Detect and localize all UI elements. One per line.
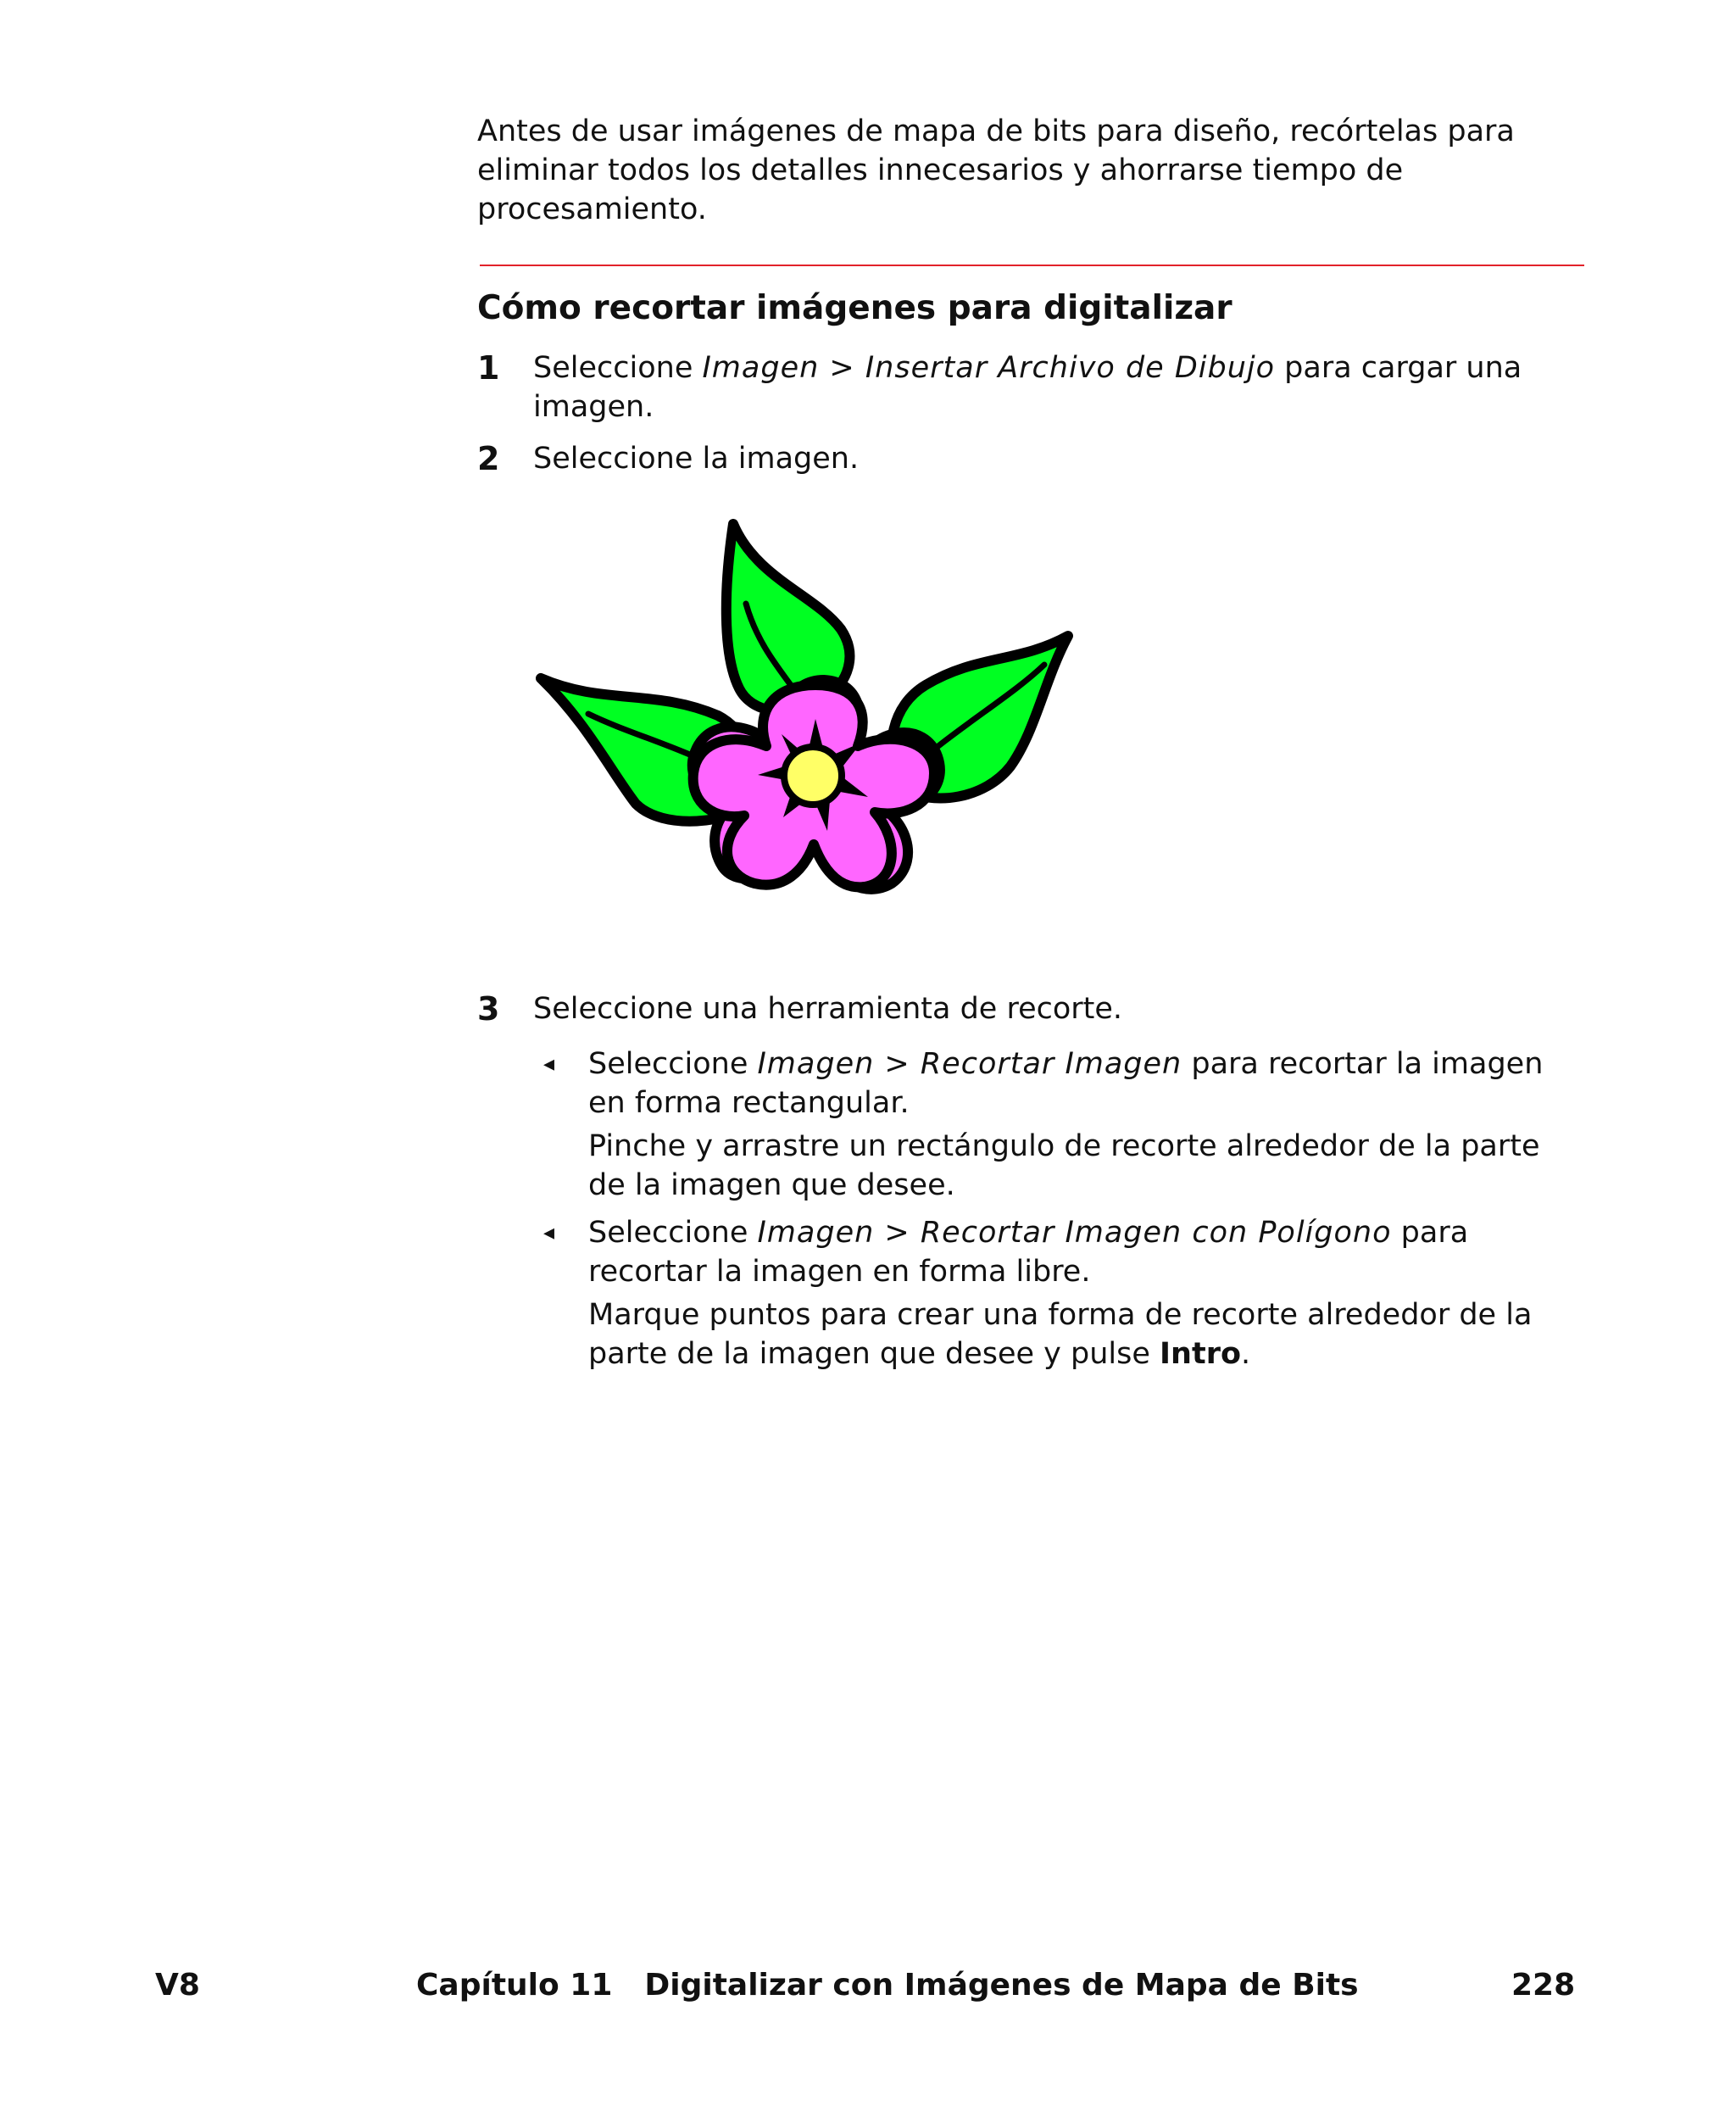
step-text-prefix: Seleccione <box>533 351 703 385</box>
menu-path: Imagen > Insertar Archivo de Dibujo <box>702 351 1276 385</box>
step-number: 2 <box>477 440 500 477</box>
step-text-suffix: para cargar una imagen. <box>533 351 1522 424</box>
menu-path: Imagen > Recortar Imagen <box>757 1047 1182 1081</box>
bullet-arrow-icon: ◂ <box>543 1220 555 1245</box>
bullet-text-prefix: Seleccione <box>588 1216 758 1250</box>
step-text: Seleccione una herramienta de recorte. <box>533 992 1123 1026</box>
bullet-note <box>588 1295 1584 1373</box>
bullet-arrow-icon: ◂ <box>543 1051 555 1077</box>
bullet-note: Pinche y arrastre un rectángulo de recorte alrededor de la parte de la imagen que desee. <box>588 1129 1540 1202</box>
bullet-text <box>588 1213 1584 1291</box>
flower-image <box>536 519 1078 960</box>
step-number: 1 <box>477 349 500 387</box>
bullet-note-text: Marque puntos para crear una forma de recorte alrededor de la parte de la imagen que desee y pulse <box>588 1298 1533 1371</box>
footer-version: V8 <box>155 1968 200 2003</box>
section-divider <box>480 265 1584 266</box>
page-number: 228 <box>1511 1968 1576 2003</box>
bullet-text <box>588 1045 1584 1123</box>
bullet-text-suffix: para recortar la imagen en forma libre. <box>588 1216 1469 1289</box>
footer-chapter <box>416 1965 1359 2006</box>
key-name: Intro <box>1160 1337 1242 1371</box>
menu-path: Imagen > Recortar Imagen con Polígono <box>757 1216 1392 1250</box>
step-text: Seleccione la imagen. <box>533 442 860 476</box>
chapter-number: Capítulo 11 <box>416 1968 613 2003</box>
step-text <box>533 348 1584 426</box>
bullet-note-suffix: . <box>1241 1337 1251 1371</box>
chapter-title: Digitalizar con Imágenes de Mapa de Bits <box>644 1968 1359 2003</box>
bullet-text-prefix: Seleccione <box>588 1047 758 1081</box>
intro-paragraph: Antes de usar imágenes de mapa de bits para diseño, recórtelas para eliminar todos los detalles innecesarios y ahorrarse tiempo de procesamiento. <box>477 114 1515 226</box>
bullet-text-suffix: para recortar la imagen en forma rectangular. <box>588 1047 1544 1120</box>
step-number: 3 <box>477 990 500 1028</box>
section-heading: Cómo recortar imágenes para digitalizar <box>477 289 1232 327</box>
flower-center <box>784 747 842 805</box>
